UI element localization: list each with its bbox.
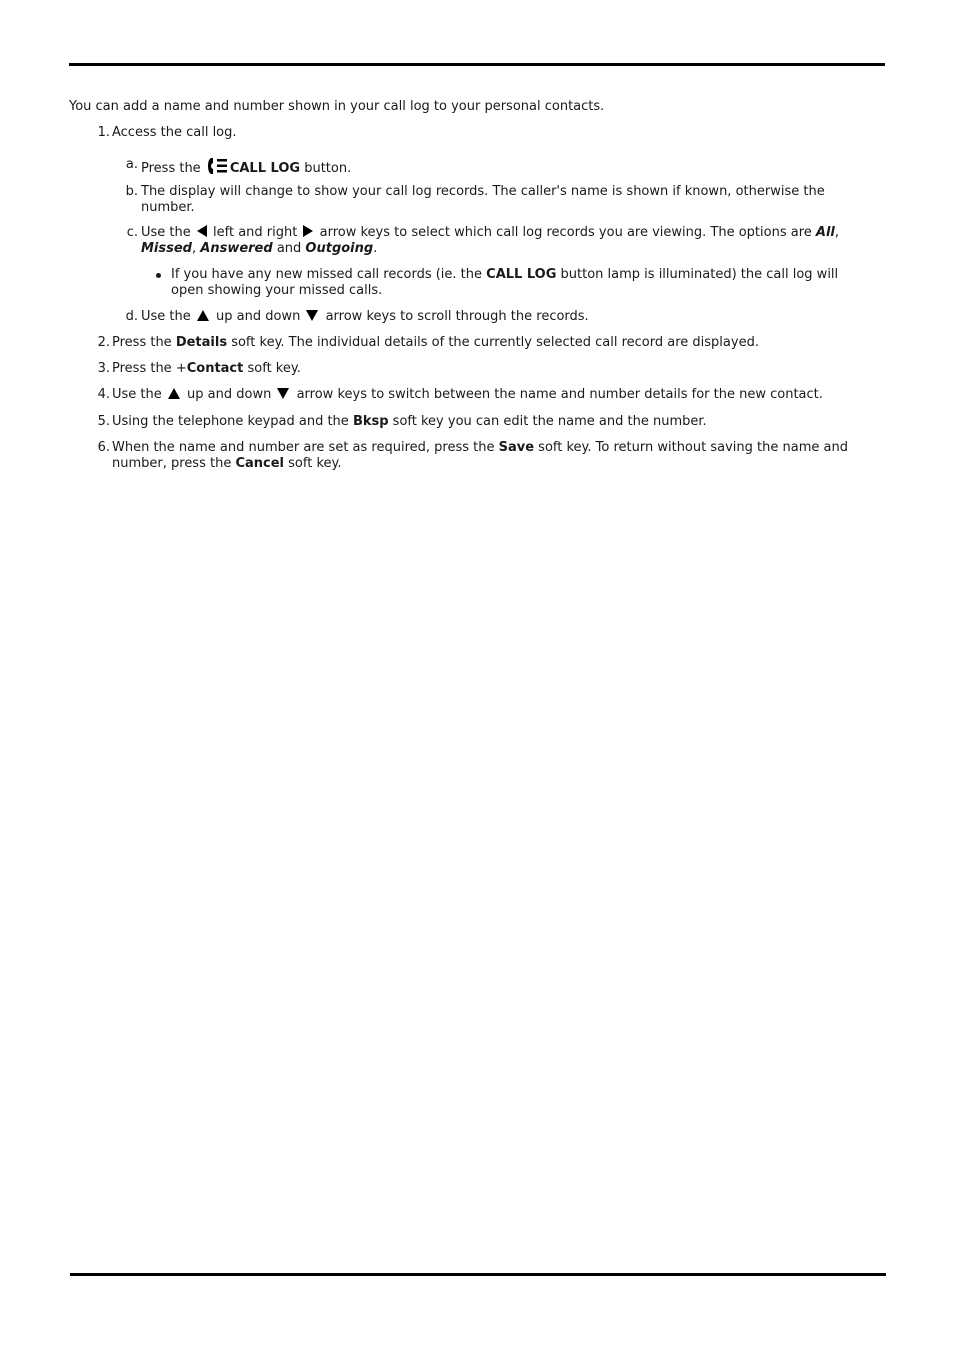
step-text: When the name and number are set as required, press the Save soft key. To return without saving the name and number, press the Cancel soft key. (112, 440, 848, 471)
down-arrow-icon (277, 388, 289, 399)
step-number: 2. (97, 335, 110, 350)
substep-number: b. (125, 184, 138, 199)
bullet-dot (156, 273, 161, 278)
substep-number: d. (125, 309, 138, 324)
step-text: Access the call log. (112, 125, 237, 140)
bullet-text: If you have any new missed call records (ie. the CALL LOG button lamp is illuminated) the call log will open showing your missed calls. (171, 267, 839, 298)
step-number: 4. (97, 387, 110, 402)
step-number: 6. (97, 440, 110, 455)
left-arrow-icon (197, 225, 207, 237)
substep-text: The display will change to show your call log records. The caller's name is shown if known, otherwise the number. (141, 184, 825, 215)
right-arrow-icon (303, 225, 313, 237)
down-arrow-icon (306, 310, 318, 321)
step-text: Using the telephone keypad and the Bksp soft key you can edit the name and the number. (112, 414, 707, 429)
step-number: 3. (97, 361, 110, 376)
substep-text: Press the CALL LOG button. (141, 157, 841, 177)
step-number: 5. (97, 414, 110, 429)
call-log-icon (208, 157, 228, 175)
substep-text: Use the up and down arrow keys to scroll through the records. (141, 309, 589, 324)
substep-text: Use the left and right arrow keys to select which call log records you are viewing. The options are All, Missed, Answered and Outgoing. (141, 225, 840, 256)
up-arrow-icon (197, 310, 209, 321)
step-text: Press the Details soft key. The individual details of the currently selected call record are displayed. (112, 335, 759, 350)
substep-number: a. (125, 157, 138, 172)
footer-rule (70, 1273, 886, 1276)
up-arrow-icon (168, 388, 180, 399)
substep-number: c. (126, 225, 138, 240)
intro-paragraph: You can add a name and number shown in your call log to your personal contacts. (69, 99, 605, 114)
step-text: Press the +Contact soft key. (112, 361, 301, 376)
header-rule (69, 63, 885, 66)
step-number: 1. (97, 125, 110, 140)
step-text: Use the up and down arrow keys to switch between the name and number details for the new contact. (112, 387, 823, 402)
